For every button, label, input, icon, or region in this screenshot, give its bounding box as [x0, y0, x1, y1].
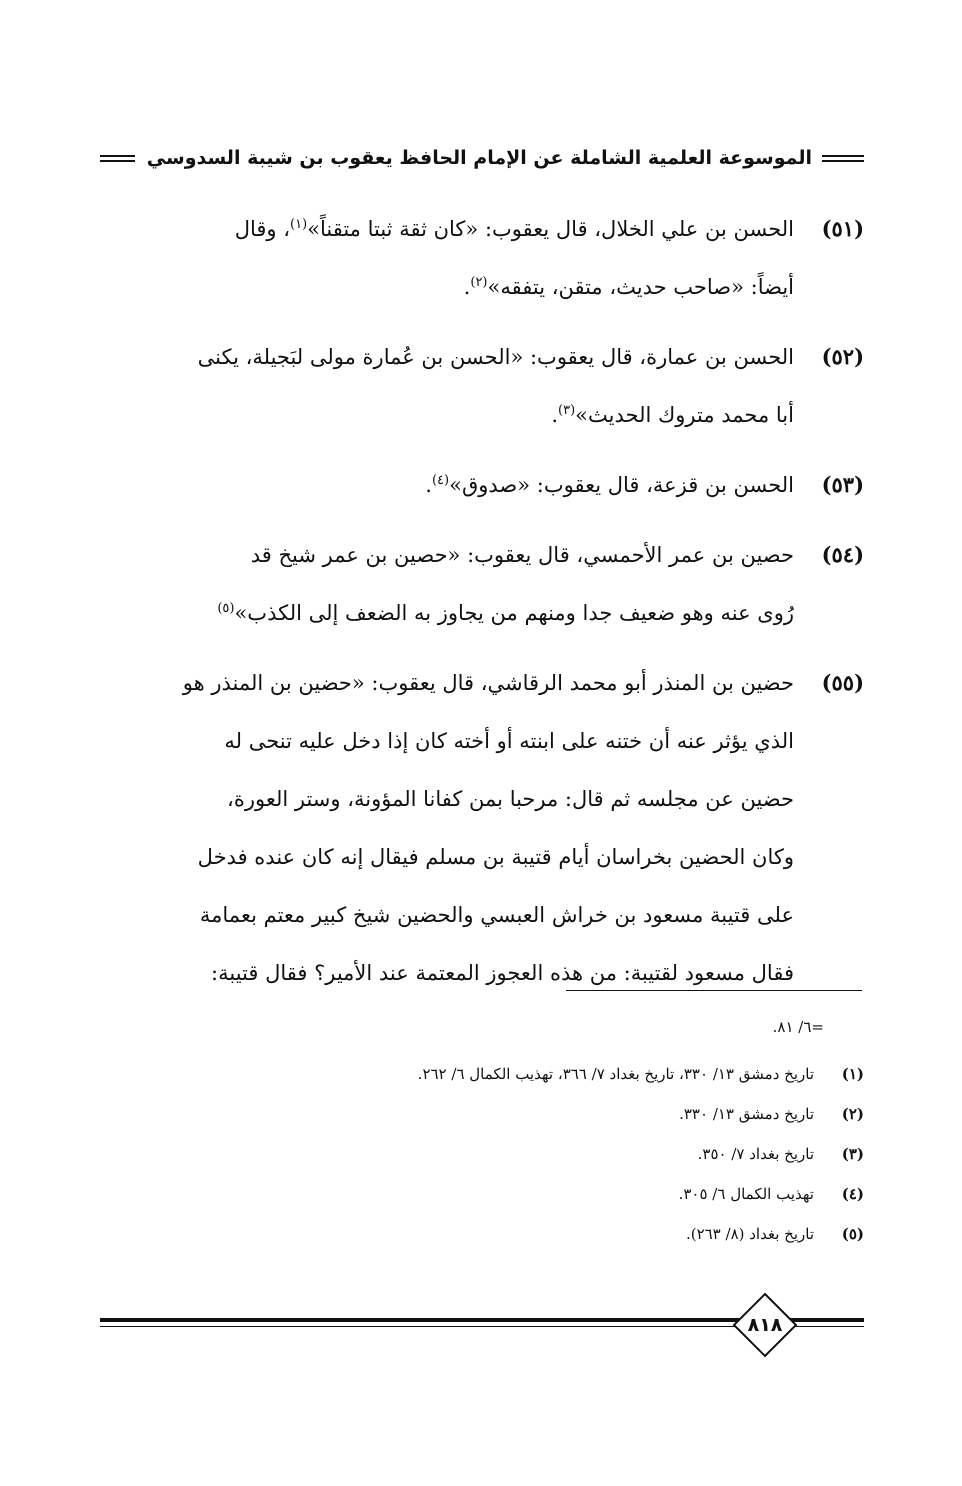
footnote-text: تاريخ بغداد ٧/ ٣٥٠. [697, 1145, 814, 1163]
text-line [100, 654, 794, 712]
footnote-item [100, 1134, 864, 1174]
entry-number: (٥٢) [821, 344, 864, 369]
entry-text [100, 654, 794, 1002]
line-text: الحسن بن قزعة، قال يعقوب: «صدوق» [449, 473, 794, 497]
line-suffix: . [463, 275, 471, 299]
footnote-item [100, 1174, 864, 1214]
entry [100, 328, 864, 444]
entry-number: (٥٥) [821, 670, 864, 695]
text-line [100, 712, 794, 770]
entry-text [100, 526, 794, 642]
entry [100, 200, 864, 316]
page-footer [100, 1292, 864, 1362]
line-text: حصين بن عمر الأحمسي، قال يعقوب: «حصين بن عمر شيخ قد [250, 543, 794, 567]
text-line [100, 584, 794, 642]
footnote-number: (٥) [841, 1225, 864, 1243]
header-tail-rule [100, 155, 135, 162]
running-header [100, 138, 864, 178]
line-suffix: . [425, 473, 432, 497]
line-text: رُوى عنه وهو ضعيف جدا ومنهم من يجاوز به الضعف إلى الكذب» [234, 601, 794, 625]
text-line [100, 828, 794, 886]
text-line [100, 200, 794, 258]
footnote-marker[interactable]: (٤) [431, 473, 450, 488]
footnote-marker[interactable]: (١) [290, 217, 308, 232]
entry [100, 654, 864, 1002]
footnote-separator [566, 990, 862, 991]
page-number: ٨١٨ [747, 1314, 783, 1336]
footnote-text: تهذيب الكمال ٦/ ٣٠٥. [678, 1185, 814, 1203]
line-suffix: ، وقال [234, 217, 290, 241]
text-line [100, 886, 794, 944]
line-text: فقال مسعود لقتيبة: من هذه العجوز المعتمة عند الأمير؟ فقال قتيبة: [211, 961, 794, 985]
footnote-item [100, 1054, 864, 1094]
line-text: أبا محمد متروك الحديث» [575, 403, 794, 427]
entry-number: (٥١) [821, 216, 864, 241]
entry-number: (٥٤) [821, 542, 864, 567]
line-suffix: . [551, 403, 559, 427]
line-text: الذي يؤثر عنه أن ختنه على ابنته أو أخته كان إذا دخل عليه تنحى له [224, 729, 794, 753]
footnote-number: (١) [841, 1065, 864, 1083]
footnote-number: (٣) [841, 1145, 864, 1163]
footnote-marker[interactable]: (٣) [558, 403, 576, 418]
entries-list [100, 200, 864, 1014]
page-number-badge [732, 1292, 798, 1358]
text-line [100, 386, 794, 444]
footnote-item [100, 1094, 864, 1134]
text-line [100, 456, 794, 514]
line-text: وكان الحضين بخراسان أيام قتيبة بن مسلم فيقال إنه كان عنده فدخل [197, 845, 794, 869]
footnote-marker[interactable]: (٥) [217, 601, 235, 616]
text-line [100, 526, 794, 584]
footnote-list [100, 1054, 864, 1254]
footnote-number: (٤) [841, 1185, 864, 1203]
footnote-text: تاريخ دمشق ١٣/ ٣٣٠. [679, 1105, 814, 1123]
text-line [100, 328, 794, 386]
line-text: حضين عن مجلسه ثم قال: مرحبا بمن كفانا المؤونة، وستر العورة، [227, 787, 794, 811]
footnote-text: تاريخ دمشق ١٣/ ٣٣٠، تاريخ بغداد ٧/ ٣٦٦، تهذيب الكمال ٦/ ٢٦٢. [417, 1065, 814, 1083]
entry [100, 456, 864, 514]
line-text: حضين بن المنذر أبو محمد الرقاشي، قال يعقوب: «حضين بن المنذر هو [182, 671, 794, 695]
entry [100, 526, 864, 642]
header-title: الموسوعة العلمية الشاملة عن الإمام الحافظ يعقوب بن شيبة السدوسي [146, 147, 812, 169]
footnote-item [100, 1214, 864, 1254]
header-lead-rule [822, 155, 864, 162]
footnote-marker[interactable]: (٢) [470, 275, 488, 290]
footnote-continuation: =٦/ ٨١. [772, 1018, 824, 1036]
footnote-number: (٢) [841, 1105, 864, 1123]
entry-number: (٥٣) [821, 472, 864, 497]
entry-text [100, 456, 794, 514]
line-text: أيضاً: «صاحب حديث، متقن، يتفقه» [487, 275, 794, 299]
text-line [100, 944, 794, 1002]
line-text: على قتيبة مسعود بن خراش العبسي والحضين شيخ كبير معتم بعمامة [199, 903, 794, 927]
footnote-text: تاريخ بغداد (٨/ ٢٦٣). [685, 1225, 814, 1243]
text-line [100, 258, 794, 316]
line-text: الحسن بن عمارة، قال يعقوب: «الحسن بن عُمارة مولى لبَجيلة، يكنى [197, 345, 794, 369]
text-line [100, 770, 794, 828]
footnotes [100, 1012, 864, 1254]
entry-text [100, 200, 794, 316]
entry-text [100, 328, 794, 444]
line-text: الحسن بن علي الخلال، قال يعقوب: «كان ثقة ثبتا متقناً» [307, 217, 794, 241]
